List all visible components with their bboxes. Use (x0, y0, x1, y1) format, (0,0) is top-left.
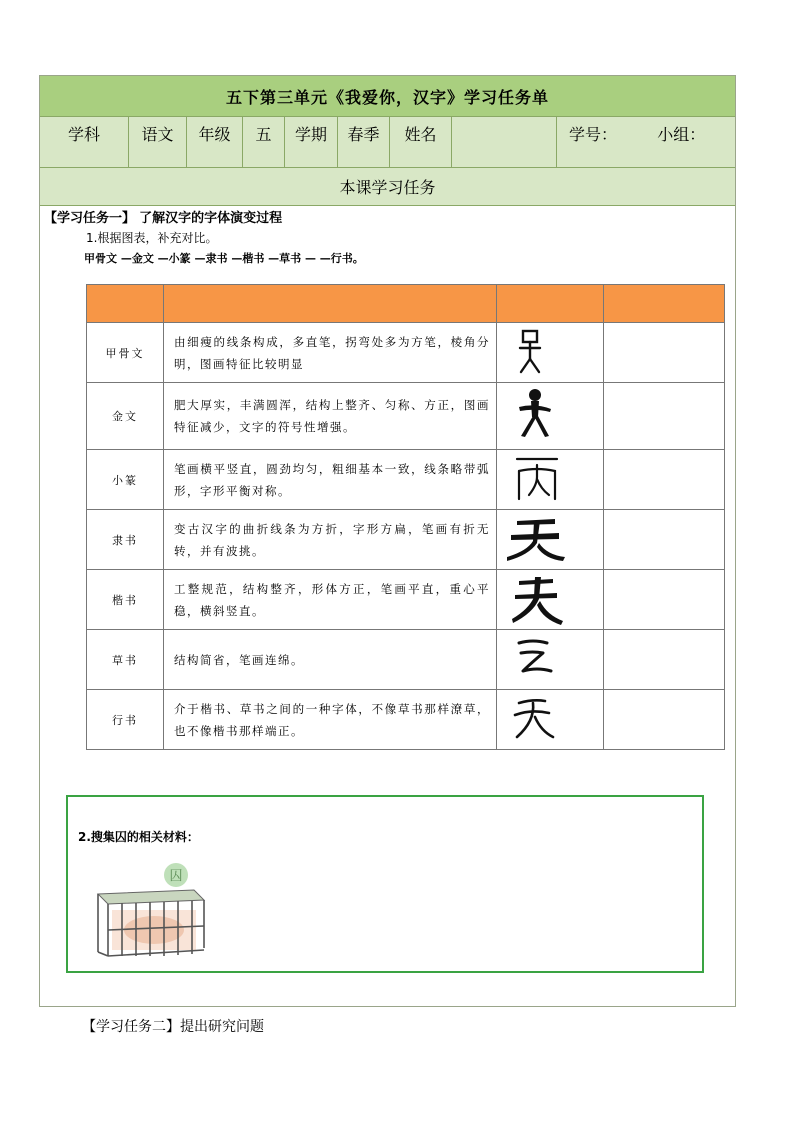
header-cell-2 (164, 285, 497, 323)
bronze-tian-glyph (497, 383, 604, 450)
task1-title: 了解汉字的字体演变过程 (139, 211, 283, 226)
script-sequence: 甲骨文 —金文 —小篆 —隶书 —楷书 —草书 — —行书。 (84, 252, 364, 265)
script-name: 草书 (87, 630, 164, 690)
task1-heading (44, 207, 282, 226)
script-comparison-table (86, 284, 725, 750)
script-name: 甲骨文 (87, 323, 164, 383)
answer-cell[interactable] (604, 690, 725, 750)
answer-cell[interactable] (604, 570, 725, 630)
material-label: 2.搜集囚的相关材料： (78, 830, 199, 844)
term-value: 春季 (338, 117, 390, 167)
answer-cell[interactable] (604, 383, 725, 450)
worksheet-title: 五下第三单元《我爱你，汉字》学习任务单 (40, 76, 735, 117)
cursive-tian-glyph (497, 630, 604, 690)
script-desc: 由细瘦的线条构成，多直笔，拐弯处多为方笔，棱角分明，图画特征比较明显 (164, 323, 497, 383)
header-cell-3 (497, 285, 604, 323)
table-row (87, 383, 725, 450)
seal-tian-glyph (497, 450, 604, 510)
student-info-row (40, 117, 735, 168)
id-label: 学号： (569, 125, 618, 144)
script-name: 金文 (87, 383, 164, 450)
answer-cell[interactable] (604, 630, 725, 690)
term-label: 学期 (285, 117, 338, 167)
section-title: 本课学习任务 (40, 168, 735, 206)
table-row (87, 630, 725, 690)
script-desc: 介于楷书、草书之间的一种字体，不像草书那样潦草，也不像楷书那样端正。 (164, 690, 497, 750)
task1-step1: 1.根据图表，补充对比。 (86, 231, 218, 245)
prisoner-cage-illustration (84, 860, 224, 964)
answer-cell[interactable] (604, 323, 725, 383)
subject-value: 语文 (129, 117, 187, 167)
header-cell-1 (87, 285, 164, 323)
clerical-tian-glyph (497, 510, 604, 570)
script-name: 隶书 (87, 510, 164, 570)
table-header-row (87, 285, 725, 323)
table-row (87, 570, 725, 630)
answer-cell[interactable] (604, 510, 725, 570)
script-name: 行书 (87, 690, 164, 750)
script-name: 小篆 (87, 450, 164, 510)
table-row (87, 690, 725, 750)
header-cell-4 (604, 285, 725, 323)
seal-stamp-char: 囚 (169, 869, 183, 884)
table-row (87, 510, 725, 570)
answer-cell[interactable] (604, 450, 725, 510)
name-label: 姓名 (390, 117, 452, 167)
table-row (87, 450, 725, 510)
group-label: 小组： (657, 125, 706, 144)
script-desc: 结构简省，笔画连绵。 (164, 630, 497, 690)
subject-label: 学科 (40, 117, 129, 167)
grade-label: 年级 (187, 117, 243, 167)
name-field[interactable] (452, 117, 557, 167)
id-group-cell[interactable] (557, 117, 735, 167)
script-desc: 工整规范，结构整齐，形体方正，笔画平直，重心平稳，横斜竖直。 (164, 570, 497, 630)
oracle-tian-glyph (497, 323, 604, 383)
task1-bracket: 【学习任务一】 (44, 211, 136, 226)
running-tian-glyph (497, 690, 604, 750)
script-desc: 变古汉字的曲折线条为方折，字形方扁，笔画有折无转，并有波挑。 (164, 510, 497, 570)
script-desc: 笔画横平竖直，圆劲均匀，粗细基本一致，线条略带弧形，字形平衡对称。 (164, 450, 497, 510)
script-desc: 肥大厚实，丰满圆浑，结构上整齐、匀称、方正，图画特征减少，文字的符号性增强。 (164, 383, 497, 450)
table-row (87, 323, 725, 383)
task2-heading: 【学习任务二】提出研究问题 (82, 1019, 264, 1035)
script-name: 楷书 (87, 570, 164, 630)
regular-tian-glyph (497, 570, 604, 630)
grade-value: 五 (243, 117, 285, 167)
